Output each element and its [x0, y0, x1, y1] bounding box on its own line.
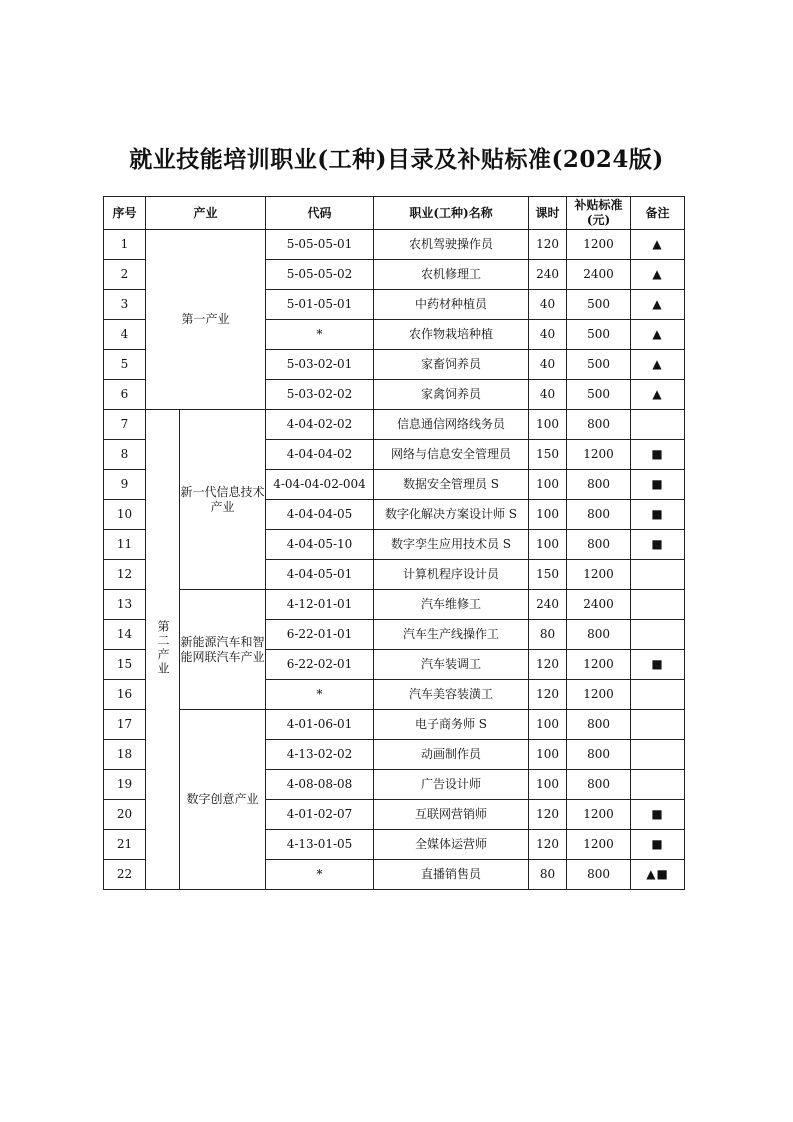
row-hours: 80	[529, 620, 567, 650]
group-it-industry: 新一代信息技术产业	[180, 410, 266, 590]
row-hours: 120	[529, 830, 567, 860]
row-hours: 100	[529, 740, 567, 770]
row-no: 5	[104, 350, 146, 380]
row-remark	[631, 680, 685, 710]
row-hours: 40	[529, 350, 567, 380]
document-title: 就业技能培训职业(工种)目录及补贴标准(2024版)	[129, 146, 664, 173]
row-no: 10	[104, 500, 146, 530]
group-primary-industry: 第一产业	[146, 230, 266, 410]
row-subsidy: 1200	[567, 800, 631, 830]
row-remark: ▲	[631, 290, 685, 320]
row-subsidy: 1200	[567, 680, 631, 710]
row-no: 11	[104, 530, 146, 560]
row-no: 7	[104, 410, 146, 440]
row-name: 数字孪生应用技术员 S	[374, 530, 529, 560]
row-name: 数字化解决方案设计师 S	[374, 500, 529, 530]
row-hours: 240	[529, 590, 567, 620]
group-secondary-industry-label: 第二产业	[156, 619, 170, 676]
row-code: 4-12-01-01	[266, 590, 374, 620]
row-no: 19	[104, 770, 146, 800]
row-no: 16	[104, 680, 146, 710]
row-subsidy: 800	[567, 740, 631, 770]
row-hours: 100	[529, 410, 567, 440]
row-hours: 150	[529, 560, 567, 590]
row-hours: 120	[529, 800, 567, 830]
row-subsidy: 2400	[567, 260, 631, 290]
row-hours: 100	[529, 770, 567, 800]
row-code: *	[266, 680, 374, 710]
row-name: 家畜饲养员	[374, 350, 529, 380]
row-code: 4-01-06-01	[266, 710, 374, 740]
row-name: 信息通信网络线务员	[374, 410, 529, 440]
row-no: 12	[104, 560, 146, 590]
row-name: 数据安全管理员 S	[374, 470, 529, 500]
row-name: 农作物栽培种植	[374, 320, 529, 350]
row-subsidy: 500	[567, 380, 631, 410]
row-remark: ■	[631, 800, 685, 830]
row-remark	[631, 770, 685, 800]
row-no: 17	[104, 710, 146, 740]
row-code: 4-04-04-02	[266, 440, 374, 470]
row-remark: ■	[631, 470, 685, 500]
header-hours: 课时	[529, 197, 567, 230]
row-remark: ■	[631, 830, 685, 860]
row-code: 5-05-05-02	[266, 260, 374, 290]
row-subsidy: 800	[567, 500, 631, 530]
header-code: 代码	[266, 197, 374, 230]
row-name: 互联网营销师	[374, 800, 529, 830]
row-subsidy: 2400	[567, 590, 631, 620]
row-subsidy: 800	[567, 470, 631, 500]
row-subsidy: 800	[567, 860, 631, 890]
row-code: 4-04-04-05	[266, 500, 374, 530]
row-hours: 120	[529, 680, 567, 710]
row-no: 2	[104, 260, 146, 290]
row-remark: ▲	[631, 380, 685, 410]
group-secondary-industry	[146, 410, 180, 890]
row-subsidy: 800	[567, 620, 631, 650]
row-remark: ▲	[631, 350, 685, 380]
row-hours: 40	[529, 380, 567, 410]
row-remark	[631, 410, 685, 440]
row-subsidy: 800	[567, 770, 631, 800]
row-no: 20	[104, 800, 146, 830]
table-row	[104, 590, 685, 620]
row-remark	[631, 560, 685, 590]
row-remark	[631, 620, 685, 650]
row-subsidy: 1200	[567, 560, 631, 590]
row-hours: 40	[529, 320, 567, 350]
row-code: 4-04-04-02-004	[266, 470, 374, 500]
row-code: 6-22-01-01	[266, 620, 374, 650]
table-header-row	[104, 197, 685, 230]
row-code: 4-13-01-05	[266, 830, 374, 860]
row-no: 3	[104, 290, 146, 320]
row-remark: ■	[631, 440, 685, 470]
row-code: *	[266, 320, 374, 350]
row-code: 5-05-05-01	[266, 230, 374, 260]
row-name: 汽车装调工	[374, 650, 529, 680]
row-no: 22	[104, 860, 146, 890]
row-hours: 240	[529, 260, 567, 290]
row-hours: 100	[529, 710, 567, 740]
row-code: 5-03-02-02	[266, 380, 374, 410]
row-name: 电子商务师 S	[374, 710, 529, 740]
row-hours: 120	[529, 230, 567, 260]
row-name: 动画制作员	[374, 740, 529, 770]
row-remark	[631, 590, 685, 620]
row-code: 4-04-05-01	[266, 560, 374, 590]
row-remark: ■	[631, 530, 685, 560]
row-code: 4-01-02-07	[266, 800, 374, 830]
row-remark: ▲	[631, 320, 685, 350]
row-code: 6-22-02-01	[266, 650, 374, 680]
row-no: 8	[104, 440, 146, 470]
row-remark: ▲■	[631, 860, 685, 890]
table-row	[104, 410, 685, 440]
row-hours: 120	[529, 650, 567, 680]
row-subsidy: 800	[567, 530, 631, 560]
row-hours: 80	[529, 860, 567, 890]
row-name: 网络与信息安全管理员	[374, 440, 529, 470]
row-subsidy: 1200	[567, 830, 631, 860]
row-no: 4	[104, 320, 146, 350]
row-name: 中药材种植员	[374, 290, 529, 320]
table-row	[104, 710, 685, 740]
row-subsidy: 800	[567, 710, 631, 740]
row-subsidy: 500	[567, 350, 631, 380]
row-subsidy: 1200	[567, 230, 631, 260]
row-remark: ■	[631, 500, 685, 530]
row-subsidy: 500	[567, 290, 631, 320]
group-auto-industry: 新能源汽车和智能网联汽车产业	[180, 590, 266, 710]
row-name: 广告设计师	[374, 770, 529, 800]
row-name: 计算机程序设计员	[374, 560, 529, 590]
row-code: 4-04-05-10	[266, 530, 374, 560]
group-digital-industry: 数字创意产业	[180, 710, 266, 890]
subsidy-catalog-table	[103, 196, 685, 890]
row-no: 9	[104, 470, 146, 500]
row-subsidy: 1200	[567, 440, 631, 470]
row-code: 5-01-05-01	[266, 290, 374, 320]
row-no: 6	[104, 380, 146, 410]
row-remark: ▲	[631, 260, 685, 290]
row-name: 全媒体运营师	[374, 830, 529, 860]
row-no: 18	[104, 740, 146, 770]
row-hours: 100	[529, 470, 567, 500]
header-subsidy: 补贴标准(元)	[567, 197, 631, 230]
header-occupation: 职业(工种)名称	[374, 197, 529, 230]
row-subsidy: 800	[567, 410, 631, 440]
row-remark: ■	[631, 650, 685, 680]
row-remark	[631, 740, 685, 770]
row-no: 13	[104, 590, 146, 620]
row-name: 直播销售员	[374, 860, 529, 890]
header-remark: 备注	[631, 197, 685, 230]
row-code: *	[266, 860, 374, 890]
row-code: 4-08-08-08	[266, 770, 374, 800]
row-subsidy: 500	[567, 320, 631, 350]
row-hours: 40	[529, 290, 567, 320]
row-no: 15	[104, 650, 146, 680]
row-remark: ▲	[631, 230, 685, 260]
row-no: 14	[104, 620, 146, 650]
row-name: 汽车生产线操作工	[374, 620, 529, 650]
row-code: 4-04-02-02	[266, 410, 374, 440]
table-row	[104, 230, 685, 260]
row-name: 汽车维修工	[374, 590, 529, 620]
row-no: 1	[104, 230, 146, 260]
row-hours: 100	[529, 530, 567, 560]
header-no: 序号	[104, 197, 146, 230]
row-name: 农机驾驶操作员	[374, 230, 529, 260]
row-subsidy: 1200	[567, 650, 631, 680]
row-hours: 150	[529, 440, 567, 470]
row-no: 21	[104, 830, 146, 860]
row-code: 4-13-02-02	[266, 740, 374, 770]
row-remark	[631, 710, 685, 740]
row-name: 汽车美容装潢工	[374, 680, 529, 710]
row-hours: 100	[529, 500, 567, 530]
row-name: 家禽饲养员	[374, 380, 529, 410]
row-code: 5-03-02-01	[266, 350, 374, 380]
header-industry: 产业	[146, 197, 266, 230]
row-name: 农机修理工	[374, 260, 529, 290]
